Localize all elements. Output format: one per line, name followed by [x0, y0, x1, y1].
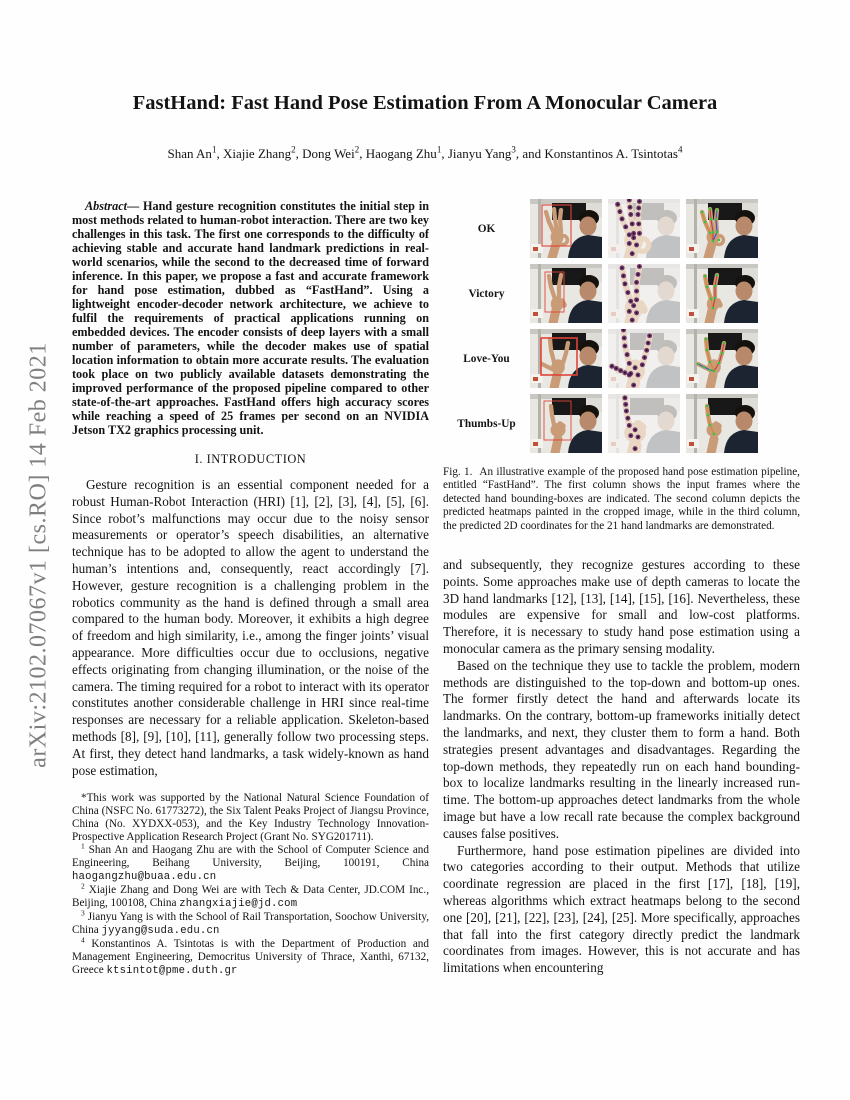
figure-row-label: Love-You [463, 352, 510, 365]
body-paragraph: and subsequently, they recognize gestures according to these points. Some approaches make use of depth cameras to locate the 3D hand landmarks [12], [13], [14], [15], [16]. Nevertheless, these modules are expensive for small and low-cost platforms. Therefore, it is necessary to study hand pose estimation using a monocular camera as the primary sensing modality. [443, 557, 800, 657]
figure-row-label: OK [477, 222, 496, 235]
hand-image-landmarks-love-you [686, 329, 758, 388]
footnote-email: zhangxiajie@jd.com [179, 898, 298, 911]
body-paragraph: Furthermore, hand pose estimation pipelines are divided into two categories according to their output. Methods that utilize coordinate regression are placed in the first [17], [18], [19], whereas algorithms which extract heatmaps belong to the second one [20], [21], [22], [23], [24], [25]. More specifically, approaches that fall into the first category directly predict the landmark coordinates from images. However, this is not accurate and has limitations when encountering [443, 842, 800, 976]
figure-row-label: Victory [468, 287, 505, 300]
figure-caption-text: An illustrative example of the proposed hand pose estimation pipeline, entitled “FastHand”. The first column shows the input frames where the detected hand bounding-boxes are indicated. The second column depicts the predicted heatmaps painted in the cropped image, while in the third column, the predicted 2D coordinates for the 21 hand landmarks are demonstrated. [443, 466, 800, 532]
figure-row-love-you [443, 329, 800, 388]
author-affiliation-mark: 1 [436, 144, 442, 155]
author-name: Xiajie Zhang [222, 146, 292, 161]
introduction-paragraph: Gesture recognition is an essential component needed for a robust Human-Robot Interaction (HRI) [1], [2], [3], [4], [5], [6]. Since robot’s malfunctions may occur due to the noisy sensor measurements or operator’s speech disabilities, an alternative technique has to be adopted to allow the agent to understand the human’s intentions and, consequently, react accordingly [7]. However, gesture recognition is a challenging problem in the robotics community as the hand is defined through a small area compared to the human body. Moreover, it exhibits a high degree of freedom and high similarity, i.e., among the finger joints’ visual appearance. More difficulties occur due to occlusions, negative effects originating from changing illumination, or the noise of the camera. The timing required for a robot to interact with its operator constitutes another considerable challenge in HRI since real-time responses are necessary for a reliable application. Skeleton-based methods [8], [9], [10], [11], generally follow two processing steps. At first, they detect hand landmarks, a task widely-known as hand pose estimation, [72, 477, 429, 778]
author-name: Jianyu Yang [447, 146, 512, 161]
paper-title: FastHand: Fast Hand Pose Estimation From A Monocular Camera [132, 92, 718, 114]
hand-image-heatmap-thumbs-up [608, 394, 680, 453]
author-name: Konstantinos A. Tsintotas [544, 146, 678, 161]
hand-image-input-frame-ok [530, 199, 602, 258]
hand-image-heatmap-love-you [608, 329, 680, 388]
figure-row-label: Thumbs-Up [457, 417, 516, 430]
right-column [443, 199, 800, 977]
abstract-text: — Hand gesture recognition constitutes the initial step in most methods related to human-robot interaction. There are two key challenges in this task. The first one corresponds to the difficulty of achieving stable and accurate hand landmark predictions in real-world scenarios, while the second to the decreased time of forward inference. In this paper, we propose a fast and accurate framework for hand pose estimation, dubbed as “FastHand”. Using a lightweight encoder-decoder network architecture, we achieve to fulfil the requirements of practical applications running on embedded devices. The encoder consists of deep layers with a small number of parameters, while the decoder makes use of spatial location information to obtain more accurate results. The evaluation took place on two publicly available datasets demonstrating the improved performance of the proposed pipeline compared to other state-of-the-art approaches. FastHand offers high accuracy scores while reaching a speed of 25 frames per second on an NVIDIA Jetson TX2 graphics processing unit. [72, 199, 429, 437]
footnote-email: ktsintot@pme.duth.gr [106, 965, 238, 978]
hand-image-heatmap-ok [608, 199, 680, 258]
author-affiliation-mark: 2 [354, 144, 360, 155]
footnote-marker: 1 [81, 841, 85, 851]
figure-row-victory [443, 264, 800, 323]
footnote-marker: 2 [81, 881, 85, 891]
author-line: Shan An$^1$, Xiajie Zhang$^2$, Dong Wei$^2$, Haogang Zhu$^1$, Jianyu Yang$^3$, and Konstantinos A. Tsintotas$^4$ [167, 144, 683, 161]
author-affiliation-mark: 2 [291, 144, 296, 155]
footnote-email: haogangzhu@buaa.edu.cn [72, 871, 217, 884]
hand-image-landmarks-victory [686, 264, 758, 323]
left-column [72, 199, 429, 978]
author-affiliation-mark: 1 [211, 144, 217, 155]
author-affiliation-mark: 4 [677, 144, 683, 155]
arxiv-watermark: arXiv:2102.07067v1 [cs.RO] 14 Feb 2021 [25, 342, 52, 768]
footnote: $^1$ Shan An and Haogang Zhu are with the School of Computer Science and Engineering, Beihang University, Beijing, 100191, China haogangzhu@buaa.edu.cn [72, 841, 429, 884]
author-name: Haogang Zhu [365, 146, 437, 161]
figure-row-thumbs-up [443, 394, 800, 453]
body-paragraph: Based on the technique they use to tackle the problem, modern methods are distinguished to the top-down and bottom-up ones. The former firstly detect the hand and afterwards locate its landmarks. On the contrary, bottom-up frameworks initially detect the landmarks, and next, they cluster them to form a hand. Both strategies present advantages and disadvantages. Regarding the top-down methods, they repeatedly run on each hand bounding-box to localize landmarks resulting in the linearly increased run-time. The bottom-up approaches detect landmarks from the whole image but have a low recall rate because the complex background causes false positives. [443, 657, 800, 841]
abstract [72, 199, 429, 437]
author-name: Dong Wei [302, 146, 355, 161]
right-column-text [443, 557, 800, 977]
hand-image-landmarks-thumbs-up [686, 394, 758, 453]
hand-image-input-frame-love-you [530, 329, 602, 388]
hand-image-landmarks-ok [686, 199, 758, 258]
hand-image-input-frame-victory [530, 264, 602, 323]
figure-caption [443, 466, 800, 533]
figure-row-ok [443, 199, 800, 258]
footnote: $^4$ Konstantinos A. Tsintotas is with the Department of Production and Management Engineering, Democritus University of Thrace, Xanthi, 67132, Greece ktsintot@pme.duth.gr [72, 935, 429, 978]
section-heading-introduction: I. INTRODUCTION [194, 452, 307, 466]
footnotes [72, 792, 429, 978]
author-affiliation-mark: 3 [511, 144, 516, 155]
footnote: *This work was supported by the National Natural Science Foundation of China (NSFC No. 61773272), the Six Talent Peaks Project of Jiangsu Province, China (No. XYDXX-053), and the Key Industry Technology Innovation-Prospective Application Research Project (Grant No. SYG201711). [72, 792, 429, 844]
footnote-marker: 3 [81, 908, 85, 918]
figure-1 [443, 199, 800, 453]
footnote-email: jyyang@suda.edu.cn [101, 925, 220, 938]
author-name: Shan An [167, 146, 212, 161]
hand-image-input-frame-thumbs-up [530, 394, 602, 453]
hand-image-heatmap-victory [608, 264, 680, 323]
footnote-marker: 4 [81, 935, 85, 945]
figure-caption-label: Fig. 1. [443, 466, 473, 478]
footnote: $^3$ Jianyu Yang is with the School of Rail Transportation, Soochow University, China jyyang@suda.edu.cn [72, 908, 429, 938]
abstract-label: Abstract [85, 199, 127, 213]
footnote: $^2$ Xiajie Zhang and Dong Wei are with Tech & Data Center, JD.COM Inc., Beijing, 100108, China zhangxiajie@jd.com [72, 881, 429, 911]
